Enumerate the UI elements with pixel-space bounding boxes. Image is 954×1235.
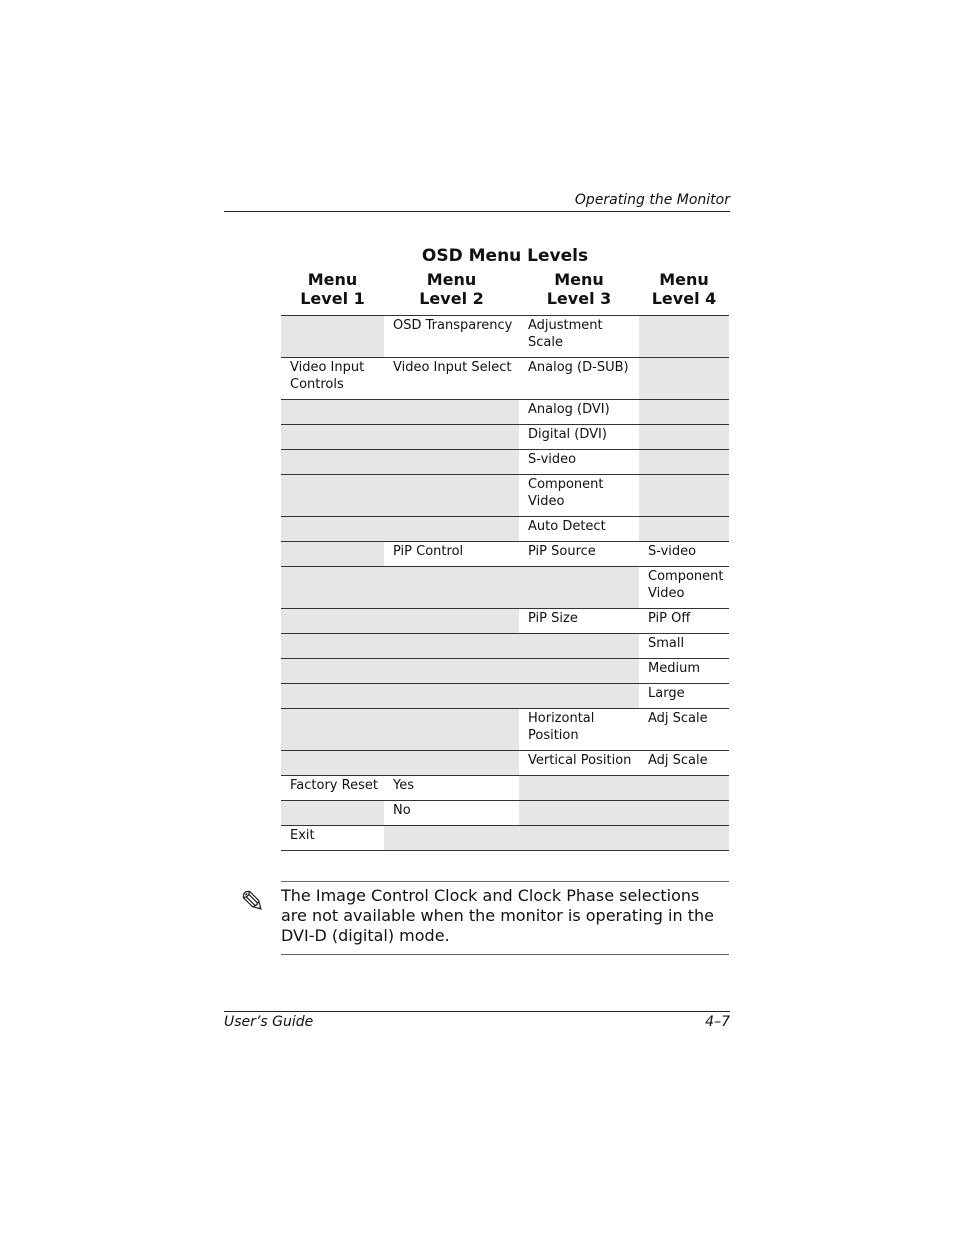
note-text: The Image Control Clock and Clock Phase selections are not available when the monitor is operating in the DVI-D (digital) mode.: [281, 886, 714, 945]
header-rule: [224, 211, 730, 212]
table-cell: [281, 450, 384, 475]
table-cell: [281, 634, 384, 659]
table-cell: [384, 425, 519, 450]
table-row: [281, 425, 729, 450]
table-cell: Yes: [384, 776, 519, 801]
osd-menu-table: [281, 315, 729, 851]
table-cell: Small: [639, 634, 729, 659]
table-row: [281, 358, 729, 400]
table-cell: Horizontal Position: [519, 709, 639, 751]
table-cell: Large: [639, 684, 729, 709]
table-cell: OSD Transparency: [384, 316, 519, 358]
column-header-level-4: Menu Level 4: [651, 270, 717, 308]
table-row: [281, 542, 729, 567]
table-cell: [519, 801, 639, 826]
table-cell: [384, 517, 519, 542]
table-cell: [639, 801, 729, 826]
table-row: [281, 475, 729, 517]
table-cell: [519, 826, 639, 851]
column-header-level-1: Menu Level 1: [300, 270, 365, 308]
table-cell: [384, 400, 519, 425]
table-cell: S-video: [519, 450, 639, 475]
table-row: [281, 751, 729, 776]
page-number: 4–7: [705, 1014, 730, 1030]
table-cell: Adj Scale: [639, 709, 729, 751]
table-cell: [519, 567, 639, 609]
table-cell: [639, 517, 729, 542]
table-cell: [281, 517, 384, 542]
table-cell: PiP Source: [519, 542, 639, 567]
footer-title: User’s Guide: [224, 1014, 314, 1030]
table-cell: [281, 609, 384, 634]
running-head: Operating the Monitor: [574, 192, 730, 208]
table-row: [281, 826, 729, 851]
column-header-level-2: Menu Level 2: [419, 270, 484, 308]
table-cell: [519, 776, 639, 801]
table-cell: PiP Off: [639, 609, 729, 634]
table-cell: Component Video: [639, 567, 729, 609]
table-cell: No: [384, 801, 519, 826]
table-cell: [384, 659, 519, 684]
table-cell: Video Input Controls: [281, 358, 384, 400]
table-cell: [639, 475, 729, 517]
note-rule-top: [281, 881, 729, 882]
table-cell: [519, 684, 639, 709]
table-cell: [281, 475, 384, 517]
table-row: [281, 400, 729, 425]
table-row: [281, 634, 729, 659]
table-cell: [384, 751, 519, 776]
table-row: [281, 450, 729, 475]
table-cell: [384, 634, 519, 659]
note-rule-bottom: [281, 954, 729, 955]
table-cell: Auto Detect: [519, 517, 639, 542]
table-cell: PiP Size: [519, 609, 639, 634]
table-cell: [281, 684, 384, 709]
table-cell: Exit: [281, 826, 384, 851]
table-cell: Adj Scale: [639, 751, 729, 776]
table-row: [281, 517, 729, 542]
table-cell: [384, 826, 519, 851]
table-row: [281, 684, 729, 709]
table-cell: [639, 425, 729, 450]
table-cell: Video Input Select: [384, 358, 519, 400]
table-cell: [639, 400, 729, 425]
table-cell: [639, 826, 729, 851]
table-cell: S-video: [639, 542, 729, 567]
table-cell: [639, 316, 729, 358]
table-row: [281, 776, 729, 801]
table-cell: [281, 801, 384, 826]
column-header-level-3: Menu Level 3: [546, 270, 612, 308]
table-row: [281, 316, 729, 358]
table-cell: Analog (D-SUB): [519, 358, 639, 400]
table-cell: Factory Reset: [281, 776, 384, 801]
table-cell: [639, 776, 729, 801]
table-row: [281, 801, 729, 826]
table-cell: [281, 542, 384, 567]
table-cell: [639, 358, 729, 400]
table-cell: PiP Control: [384, 542, 519, 567]
table-row: [281, 567, 729, 609]
table-cell: [281, 709, 384, 751]
table-title: OSD Menu Levels: [421, 246, 589, 266]
table-cell: Component Video: [519, 475, 639, 517]
table-cell: [384, 609, 519, 634]
table-cell: Digital (DVI): [519, 425, 639, 450]
table-cell: [384, 450, 519, 475]
table-cell: [281, 316, 384, 358]
table-cell: [281, 659, 384, 684]
pencil-note-icon: ✎: [240, 885, 266, 920]
table-cell: [519, 659, 639, 684]
table-cell: Medium: [639, 659, 729, 684]
table-cell: [281, 425, 384, 450]
table-row: [281, 659, 729, 684]
table-cell: [519, 634, 639, 659]
footer-rule: [224, 1011, 730, 1012]
table-cell: Analog (DVI): [519, 400, 639, 425]
table-cell: [281, 751, 384, 776]
table-row: [281, 709, 729, 751]
column-headers: [281, 270, 729, 314]
table-row: [281, 609, 729, 634]
table-cell: Vertical Position: [519, 751, 639, 776]
table-cell: [384, 475, 519, 517]
table-cell: [281, 567, 384, 609]
table-cell: [384, 709, 519, 751]
table-cell: [384, 684, 519, 709]
table-cell: Adjustment Scale: [519, 316, 639, 358]
table-cell: [384, 567, 519, 609]
table-cell: [281, 400, 384, 425]
table-cell: [639, 450, 729, 475]
